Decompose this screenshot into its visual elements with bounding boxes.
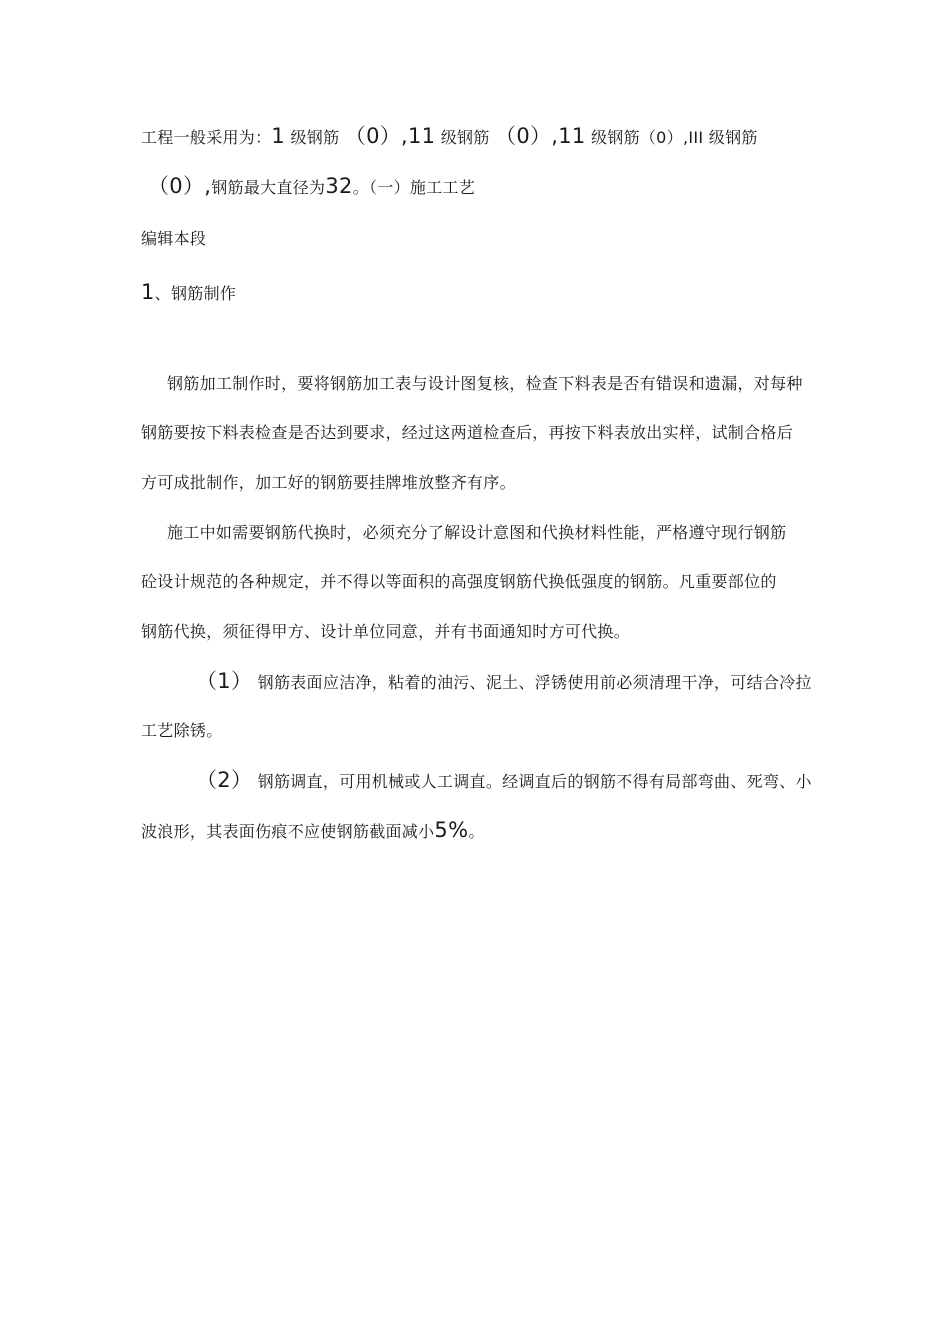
- intro-text: 级钢筋: [290, 128, 340, 147]
- paragraph-line: 钢筋加工制作时，要将钢筋加工表与设计图复核，检查下料表是否有错误和遗漏，对每种: [167, 374, 803, 393]
- item-number: （1）: [196, 669, 253, 693]
- intro-text: 级钢筋（0）,III: [590, 128, 704, 147]
- intro-text: 级钢筋: [708, 128, 758, 147]
- section-title: 、钢筋制作: [154, 284, 237, 303]
- item-text: 钢筋调直，可用机械或人工调直。经调直后的钢筋不得有局部弯曲、死弯、小: [257, 772, 812, 791]
- intro-text: 钢筋最大直径为: [211, 178, 326, 197]
- grade-number: 1: [271, 124, 286, 148]
- intro-text: 。（一）施工工艺: [352, 178, 476, 197]
- paragraph-line: 砼设计规范的各种规定，并不得以等面积的高强度钢筋代换低强度的钢筋。凡重要部位的: [141, 572, 777, 591]
- grade-number: （0）,11: [495, 124, 586, 148]
- intro-text: 级钢筋: [440, 128, 490, 147]
- intro-line-1: [141, 124, 758, 150]
- intro-text: 工程一般采用为：: [141, 128, 272, 147]
- list-item-1: [196, 669, 812, 695]
- section-heading: [141, 280, 236, 306]
- grade-number: （0）,: [148, 174, 212, 198]
- paragraph-line: 钢筋要按下料表检查是否达到要求，经过这两道检查后，再按下料表放出实样，试制合格后: [141, 423, 794, 442]
- paragraph-line: 施工中如需要钢筋代换时，必须充分了解设计意图和代换材料性能，严格遵守现行钢筋: [167, 523, 787, 542]
- section-number: 1: [141, 280, 155, 304]
- diameter-number: 32: [325, 174, 353, 198]
- list-item-1-continued: 工艺除锈。: [141, 721, 223, 740]
- paragraph-line: 方可成批制作，加工好的钢筋要挂牌堆放整齐有序。: [141, 473, 516, 492]
- item-text: 。: [468, 822, 485, 841]
- grade-number: （0）,11: [344, 124, 436, 148]
- item-number: （2）: [196, 768, 253, 792]
- intro-line-2: [148, 174, 475, 200]
- list-item-2-continued: [141, 818, 485, 844]
- paragraph-line: 钢筋代换，须征得甲方、设计单位同意，并有书面通知时方可代换。: [141, 622, 631, 641]
- percent-value: 5%: [434, 818, 469, 842]
- item-text: 波浪形，其表面伤痕不应使钢筋截面减小: [141, 822, 435, 841]
- item-text: 钢筋表面应洁净，粘着的油污、泥土、浮锈使用前必须清理干净，可结合冷拉: [257, 673, 812, 692]
- list-item-2: [196, 768, 812, 794]
- edit-section-link[interactable]: 编辑本段: [141, 229, 207, 248]
